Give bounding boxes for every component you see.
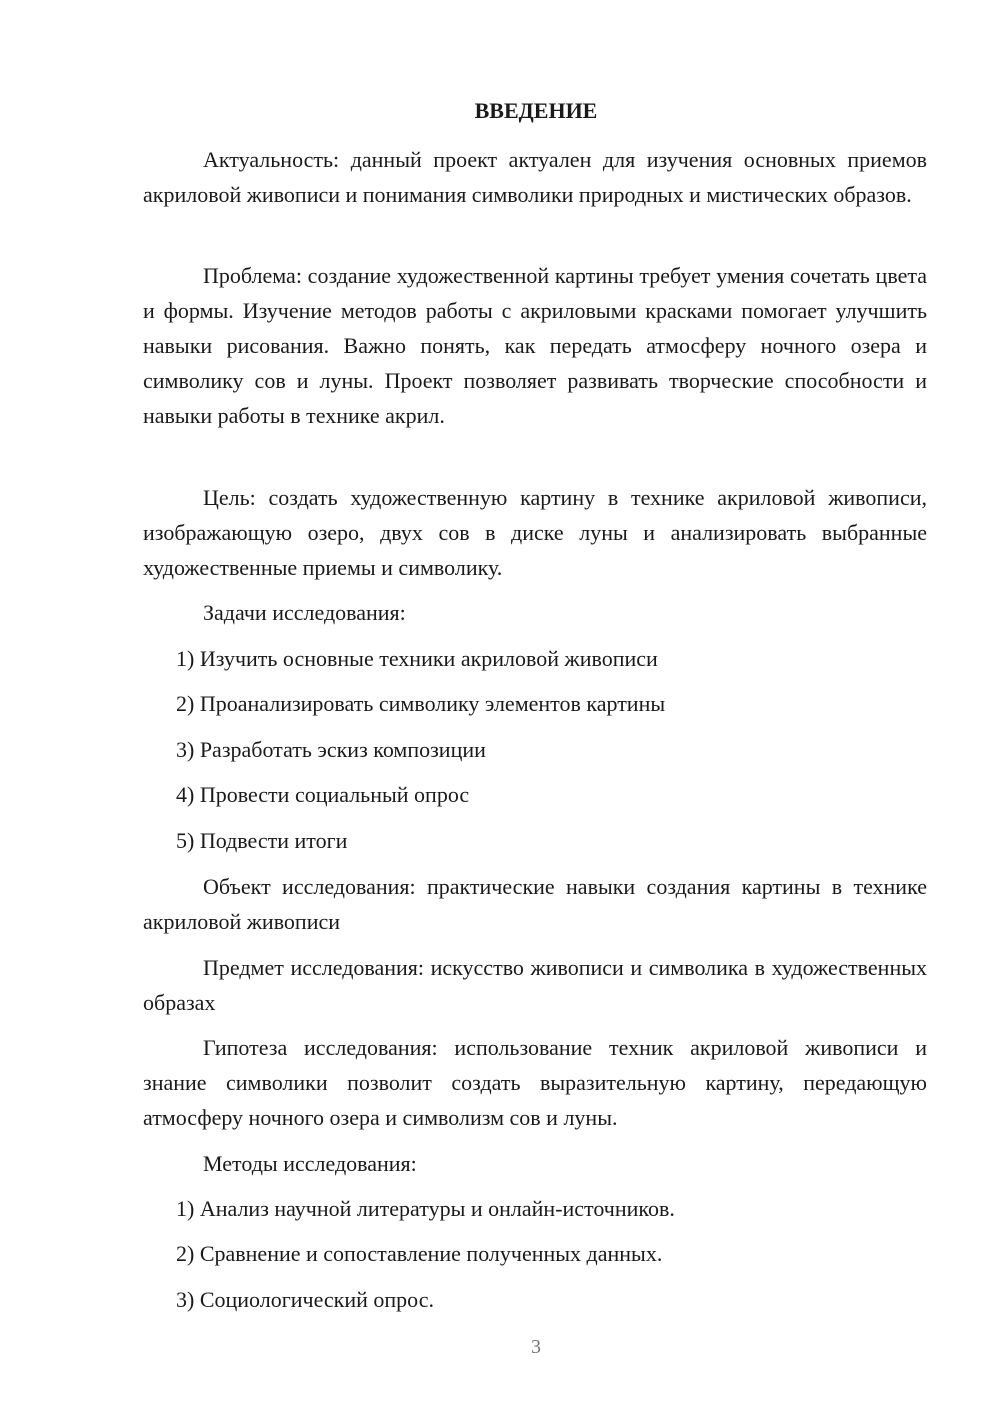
goal-paragraph: Цель: создать художественную картину в технике акриловой живописи, изображающую озеро, двух сов в диске луны и анализировать выбранные художественные приемы и символику.	[143, 485, 927, 580]
method-item: 2) Сравнение и сопоставление полученных данных.	[176, 1241, 663, 1266]
task-item: 3) Разработать эскиз композиции	[176, 737, 486, 762]
methods-title: Методы исследования:	[203, 1151, 417, 1176]
method-item: 1) Анализ научной литературы и онлайн-источников.	[176, 1196, 675, 1221]
task-item: 4) Провести социальный опрос	[176, 782, 470, 807]
problem-paragraph: Проблема: создание художественной картины требует умения сочетать цвета и формы. Изучение методов работы с акриловыми красками помогает улучшить навыки рисования. Важно понять, как передать атмосферу ночного озера и символику сов и луны. Проект позволяет развивать творческие способности и навыки работы в технике акрил.	[143, 263, 927, 428]
task-item: 2) Проанализировать символику элементов картины	[176, 691, 666, 716]
subject-paragraph: Предмет исследования: искусство живописи и символика в художественных образах	[143, 955, 927, 1015]
task-item: 5) Подвести итоги	[176, 828, 348, 853]
object-paragraph: Объект исследования: практические навыки создания картины в технике акриловой живописи	[143, 874, 927, 934]
relevance-paragraph: Актуальность: данный проект актуален для изучения основных приемов акриловой живописи и понимания символики природных и мистических образов.	[143, 147, 927, 207]
tasks-title: Задачи исследования:	[203, 600, 406, 625]
method-item: 3) Социологический опрос.	[176, 1287, 434, 1312]
page-title: ВВЕДЕНИЕ	[474, 98, 598, 123]
hypothesis-paragraph: Гипотеза исследования: использование техник акриловой живописи и знание символики позволит создать выразительную картину, передающую атмосферу ночного озера и символизм сов и луны.	[143, 1035, 927, 1130]
task-item: 1) Изучить основные техники акриловой живописи	[176, 646, 658, 671]
page-number: 3	[531, 1336, 541, 1358]
